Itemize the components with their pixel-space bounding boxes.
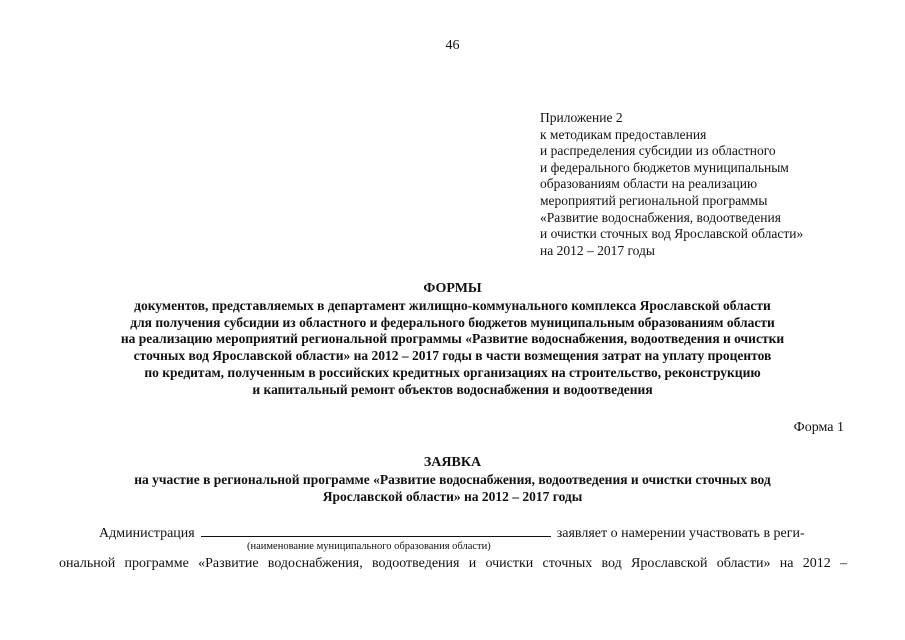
statement-line-1 — [99, 522, 805, 542]
statement-suffix: заявляет о намерении участвовать в реги- — [556, 526, 805, 541]
blank-caption: (наименование муниципального образования области) — [247, 541, 491, 552]
form-number-label: Форма 1 — [793, 420, 844, 435]
appendix-line: к методикам предоставления — [540, 126, 707, 142]
appendix-line: на 2012 – 2017 годы — [540, 242, 655, 258]
statement-prefix: Администрация — [99, 526, 195, 541]
forms-heading — [0, 281, 905, 399]
forms-subtitle-line: сточных вод Ярославской области» на 2012 – 2017 годы в части возмещения затрат на уплату процентов — [133, 348, 772, 364]
forms-subtitle-line: для получения субсидии из областного и федерального бюджетов муниципальным образованиям области — [130, 314, 775, 330]
appendix-line: и очистки сточных вод Ярославской области» — [540, 226, 804, 242]
appendix-line: Приложение 2 — [540, 110, 623, 125]
appendix-line: и распределения субсидии из областного — [540, 143, 776, 159]
statement-line-2: ональной программе «Развитие водоснабжения, водоотведения и очистки сточных вод Ярославской области» на 2012 – — [59, 556, 847, 571]
page-number: 46 — [445, 38, 460, 53]
appendix-line: образованиям области на реализацию — [540, 176, 758, 192]
application-subtitle-line: Ярославской области» на 2012 – 2017 годы — [322, 488, 583, 504]
appendix-line: и федерального бюджетов муниципальным — [540, 159, 789, 175]
forms-subtitle-line: и капитальный ремонт объектов водоснабжения и водоотведения — [252, 381, 653, 397]
appendix-line: «Развитие водоснабжения, водоотведения — [540, 209, 781, 225]
application-title: ЗАЯВКА — [423, 455, 482, 470]
forms-subtitle-line: по кредитам, полученным в российских кредитных организациях на строительство, реконструкцию — [144, 364, 761, 380]
application-subtitle-line: на участие в региональной программе «Развитие водоснабжения, водоотведения и очистки сточных вод — [134, 471, 771, 487]
forms-subtitle-line: на реализацию мероприятий региональной программы «Развитие водоснабжения, водоотведения и очистки — [120, 331, 785, 347]
forms-subtitle-line: документов, представляемых в департамент жилищно-коммунального комплекса Ярославской области — [134, 297, 771, 313]
municipality-name-blank[interactable] — [201, 522, 551, 537]
application-heading — [0, 455, 905, 505]
appendix-note — [540, 110, 870, 259]
forms-title: ФОРМЫ — [423, 281, 482, 296]
appendix-line: мероприятий региональной программы — [540, 192, 768, 208]
